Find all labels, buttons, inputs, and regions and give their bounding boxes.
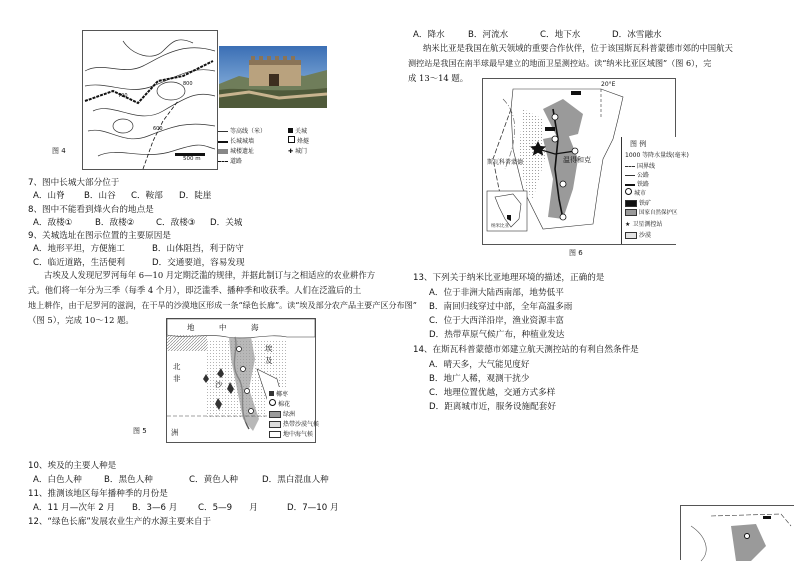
legend-item: 绿洲 [269,409,295,418]
q12-option-b[interactable]: B．河流水 [468,30,509,40]
figure-4 [82,30,218,170]
legend-item: 椰枣 [269,389,288,398]
legend-item: 长城城墙 [218,136,254,145]
q9-option-d[interactable]: D．交通要道，容易发现 [152,258,245,268]
legend-item: 城楼遗址 [218,146,254,155]
figure-5-caption: 图 5 [133,427,147,435]
great-wall-photo [219,46,327,108]
contour-label: 700 [118,93,128,99]
legend-item: 国家自然保护区 [625,208,678,216]
region-label: 非 [173,374,181,383]
scale-label: 500 m [183,156,201,162]
intro-10-12-line: 地上耕作，由于尼罗河的滋润，在干旱的沙漠地区形成一条“绿色长廊”。读“埃及部分农产品主要产区分布图” [28,300,417,310]
figure-6-legend [621,137,689,244]
region-label: 及 [265,356,273,365]
legend-item: 关城 [288,126,307,135]
q8-option-c[interactable]: C．敌楼③ [156,218,196,228]
q12-option-c[interactable]: C．地下水 [540,30,581,40]
q13-option-a[interactable]: A．位于非洲大陆西南部，地势低平 [429,288,564,298]
city-icon [625,188,632,195]
q11-option-a[interactable]: A．11 月—次年 2 月 [33,503,116,513]
legend-item: 烽燧 [288,136,309,145]
q7-option-b[interactable]: B．山谷 [84,191,116,201]
sea-label: 中 [219,323,227,332]
contour-label: 800 [183,81,193,87]
q10-option-c[interactable]: C．黄色人种 [189,475,238,485]
intro-10-12-line: 古埃及人发现尼罗河每年 6—10 月定期泛滥的规律，并据此制订与之相适应的农业耕作方 [44,270,376,280]
region-label: 沙 [215,380,223,389]
question-10: 10、埃及的主要人种是 [28,461,117,471]
legend-item: 地中海气候 [269,429,313,438]
question-14: 14、在斯瓦科普蒙德市郊建立航天测控站的有利自然条件是 [413,345,639,355]
legend-item: 热带沙漠气候 [269,419,319,428]
intro-13-14-line: 测控站是我国在南半球最早建立的地面卫星测控站。读“纳米比亚区域图”（图 6），完 [408,58,712,68]
q9-option-a[interactable]: A．地形平坦，方便施工 [33,244,125,254]
question-9: 9、关城选址在图示位置的主要原因是 [28,231,171,241]
legend-item: ★ 卫星测控站 [625,221,663,228]
question-11: 11、推测该地区每年播种季的月份是 [28,489,168,499]
contour-label: 600 [153,126,163,132]
question-12: 12、“绿色长廊”发展农业生产的水源主要来自于 [28,517,212,527]
figure-4-legend [218,126,328,168]
legend-item: 铁路 [625,179,649,188]
city-label: 斯瓦科普蒙德 [487,159,524,166]
star-icon: ★ [625,221,631,228]
meridian-label: 20°E [601,81,616,88]
question-8: 8、图中不能看到烽火台的地点是 [28,205,154,215]
sea-label: 海 [251,323,259,332]
figure-6 [482,78,689,245]
figure-4-caption: 图 4 [52,147,66,155]
q7-option-c[interactable]: C．鞍部 [131,191,163,201]
region-label: 北 [173,362,181,371]
legend-item: 公路 [625,170,649,179]
q12-option-d[interactable]: D．冰雪融水 [612,30,662,40]
gate-icon [288,128,293,133]
legend-item: 棉花 [269,399,290,408]
intro-13-14-line: 纳米比亚是我国在航天领域的重要合作伙伴，位于该国斯瓦科普蒙德市郊的中国航天 [423,43,733,53]
q8-option-b[interactable]: B．敌楼② [95,218,135,228]
q10-option-a[interactable]: A．白色人种 [33,475,82,485]
legend-item: 城市 [625,188,646,197]
q14-option-a[interactable]: A．晴天多，大气能见度好 [429,360,530,370]
q14-option-d[interactable]: D．距离城市近，服务设施配套好 [429,402,556,412]
q14-option-b[interactable]: B．地广人稀，观测干扰少 [429,374,530,384]
q12-option-a[interactable]: A．降水 [413,30,445,40]
legend-item: 等高线（米） [218,126,266,135]
figure-5-legend [267,387,320,439]
q11-option-b[interactable]: B．3—6 月 [132,503,178,513]
legend-title: 图 例 [630,140,647,148]
legend-item: 道路 [218,156,242,165]
q8-option-d[interactable]: D．关城 [210,218,243,228]
q8-option-a[interactable]: A．敌楼① [33,218,73,228]
legend-item: 国界线 [625,161,655,170]
q13-option-d[interactable]: D．热带草原气候广布，种植业发达 [429,330,565,340]
q9-option-c[interactable]: C．临近道路，生活便利 [33,258,125,268]
inset-label: 纳米比亚 [491,224,509,229]
q11-option-c[interactable]: C．5—9 月 [198,503,258,513]
legend-item: 1000 等降水量线(毫米) [625,152,689,159]
figure-5 [166,318,320,443]
sea-label: 地 [187,323,195,332]
intro-10-12-line: 式。他们将一年分为三季（每季 4 个月），即泛滥季、播种季和收获季。人们在泛滥后的土 [28,285,362,295]
q10-option-b[interactable]: B．黑色人种 [104,475,153,485]
q14-option-c[interactable]: C．地理位置优越，交通方式多样 [429,388,556,398]
contour-map [83,31,217,169]
intro-13-14-line: 成 13～14 题。 [408,73,469,83]
legend-item: 沙漠 [625,230,651,239]
partial-map-fragment [680,505,794,560]
question-13: 13、下列关于纳米比亚地理环境的描述，正确的是 [413,273,605,283]
q9-option-b[interactable]: B．山体阻挡，利于防守 [152,244,244,254]
figure-6-caption: 图 6 [569,249,583,257]
legend-item: ✚ 城门 [288,148,308,155]
intro-10-12-line: （图 5），完成 10～12 题。 [28,315,134,325]
gatehouse-icon: ✚ [288,148,294,155]
q11-option-d[interactable]: D．7—10 月 [287,503,339,513]
q7-option-d[interactable]: D．陡崖 [179,191,212,201]
q10-option-d[interactable]: D．黑白混血人种 [262,475,329,485]
region-label: 埃 [265,344,273,353]
q13-option-b[interactable]: B．南回归线穿过中部，全年高温多雨 [429,302,573,312]
q7-option-a[interactable]: A．山脊 [33,191,65,201]
legend-item: 铁矿 [625,198,651,207]
beacon-icon [288,136,295,143]
region-label: 洲 [171,428,179,437]
city-label: 温得和克 [563,156,591,164]
question-7: 7、图中长城大部分位于 [28,178,120,188]
q13-option-c[interactable]: C．位于大西洋沿岸，渔业资源丰富 [429,316,564,326]
